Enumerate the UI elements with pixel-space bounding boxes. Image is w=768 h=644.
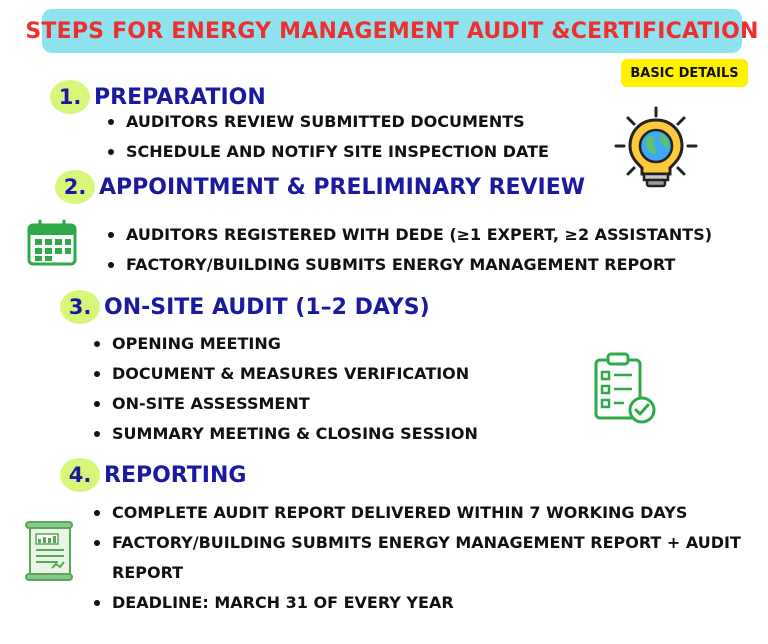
list-item: OPENING MEETING (94, 329, 478, 359)
basic-details-badge: BASIC DETAILS (621, 59, 748, 87)
list-item: AUDITORS REVIEW SUBMITTED DOCUMENTS (108, 107, 549, 137)
list-item: ON-SITE ASSESSMENT (94, 389, 478, 419)
title-banner (25, 9, 759, 53)
step-4-bullets (94, 498, 762, 618)
list-item: FACTORY/BUILDING SUBMITS ENERGY MANAGEMENT REPORT (108, 250, 712, 280)
list-item: AUDITORS REGISTERED WITH DEDE (≥1 EXPERT, ≥2 ASSISTANTS) (108, 220, 712, 250)
calendar-icon (26, 219, 78, 267)
clipboard-checklist-icon (592, 352, 662, 426)
step-1-title: PREPARATION (94, 84, 266, 110)
list-item: DEADLINE: MARCH 31 OF EVERY YEAR (94, 588, 762, 618)
list-item: SUMMARY MEETING & CLOSING SESSION (94, 419, 478, 449)
step-3-bullets (94, 329, 478, 449)
step-4-title: REPORTING (104, 462, 247, 488)
page-title: STEPS FOR ENERGY MANAGEMENT AUDIT &CERTIFICATION (25, 18, 759, 44)
step-4-heading (60, 458, 246, 492)
list-item: SCHEDULE AND NOTIFY SITE INSPECTION DATE (108, 137, 549, 167)
list-item: FACTORY/BUILDING SUBMITS ENERGY MANAGEMENT REPORT + AUDIT REPORT (94, 528, 762, 588)
step-1-bullets (108, 107, 549, 167)
step-3-heading (60, 290, 430, 324)
step-1-number: 1. (50, 80, 90, 114)
step-2-number: 2. (55, 170, 95, 204)
list-item: COMPLETE AUDIT REPORT DELIVERED WITHIN 7 WORKING DAYS (94, 498, 762, 528)
step-2-heading (55, 170, 585, 204)
step-3-number: 3. (60, 290, 100, 324)
step-2-bullets (108, 220, 712, 280)
step-2-title: APPOINTMENT & PRELIMINARY REVIEW (99, 174, 586, 200)
list-item: DOCUMENT & MEASURES VERIFICATION (94, 359, 478, 389)
step-4-number: 4. (60, 458, 100, 492)
step-3-title: ON-SITE AUDIT (1–2 DAYS) (104, 294, 430, 320)
lightbulb-globe-icon (612, 104, 700, 192)
report-scroll-icon (22, 520, 76, 582)
